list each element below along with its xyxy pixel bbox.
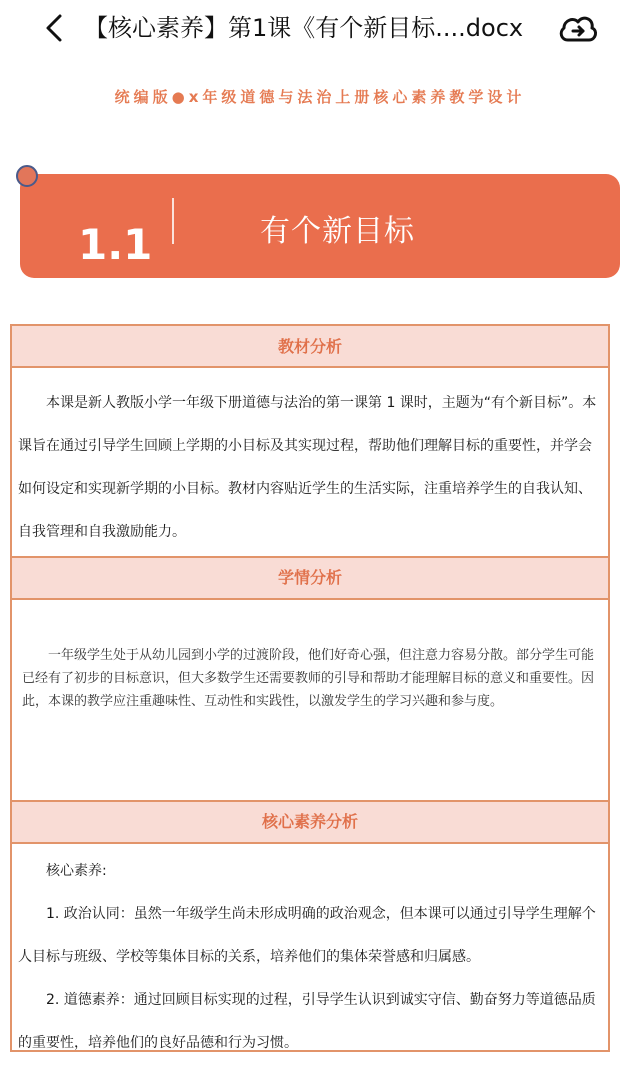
textbook-analysis-text: 本课是新人教版小学一年级下册道德与法治的第一课第 1 课时，主题为“有个新目标”。本课旨在通过引导学生回顾上学期的小目标及其实现过程，帮助他们理解目标的重要性，并学会如何设定和实现新学期的小目标。教材内容贴近学生的生活实际，注重培养学生的自我认知、自我管理和自我激励能力。 — [18, 395, 597, 540]
top-bar — [0, 0, 640, 56]
lesson-banner — [20, 174, 620, 278]
cloud-upload-icon — [556, 8, 600, 48]
core-literacy-item: 1. 政治认同：虽然一年级学生尚未形成明确的政治观念，但本课可以通过引导学生理解个人目标与班级、学校等集体目标的关系，培养他们的集体荣誉感和归属感。 — [18, 906, 596, 965]
chevron-left-icon — [36, 8, 76, 48]
cloud-upload-button[interactable] — [556, 8, 600, 48]
document-subtitle: 统编版●x年级道德与法治上册核心素养教学设计 — [114, 88, 526, 106]
student-analysis-text: 一年级学生处于从幼儿园到小学的过渡阶段，他们好奇心强，但注意力容易分散。部分学生可能已经有了初步的目标意识，但大多数学生还需要教师的引导和帮助才能理解目标的意义和重要性。因此，本课的教学应注重趣味性、互动性和实践性，以激发学生的学习兴趣和参与度。 — [22, 648, 595, 709]
section-heading-textbook-analysis: 教材分析 — [12, 326, 608, 368]
document-title: 【核心素养】第1课《有个新目标....docx — [84, 14, 524, 42]
lesson-number: 1.1 — [78, 220, 153, 269]
lesson-title: 有个新目标 — [260, 214, 415, 249]
section-heading-core-literacy: 核心素养分析 — [12, 800, 608, 844]
lesson-table — [10, 324, 610, 1052]
core-literacy-intro: 核心素养: — [46, 863, 107, 879]
section-body-core-literacy — [12, 844, 608, 1050]
section-body-student-analysis — [12, 600, 608, 800]
core-literacy-item: 2. 道德素养：通过回顾目标实现的过程，引导学生认识到诚实守信、勤奋努力等道德品质的重要性，培养他们的良好品德和行为习惯。 — [18, 992, 596, 1051]
section-body-textbook-analysis — [12, 368, 608, 556]
selection-handle[interactable] — [16, 165, 38, 187]
banner-divider — [172, 198, 174, 244]
back-button[interactable] — [36, 8, 76, 48]
section-heading-student-analysis: 学情分析 — [12, 556, 608, 600]
